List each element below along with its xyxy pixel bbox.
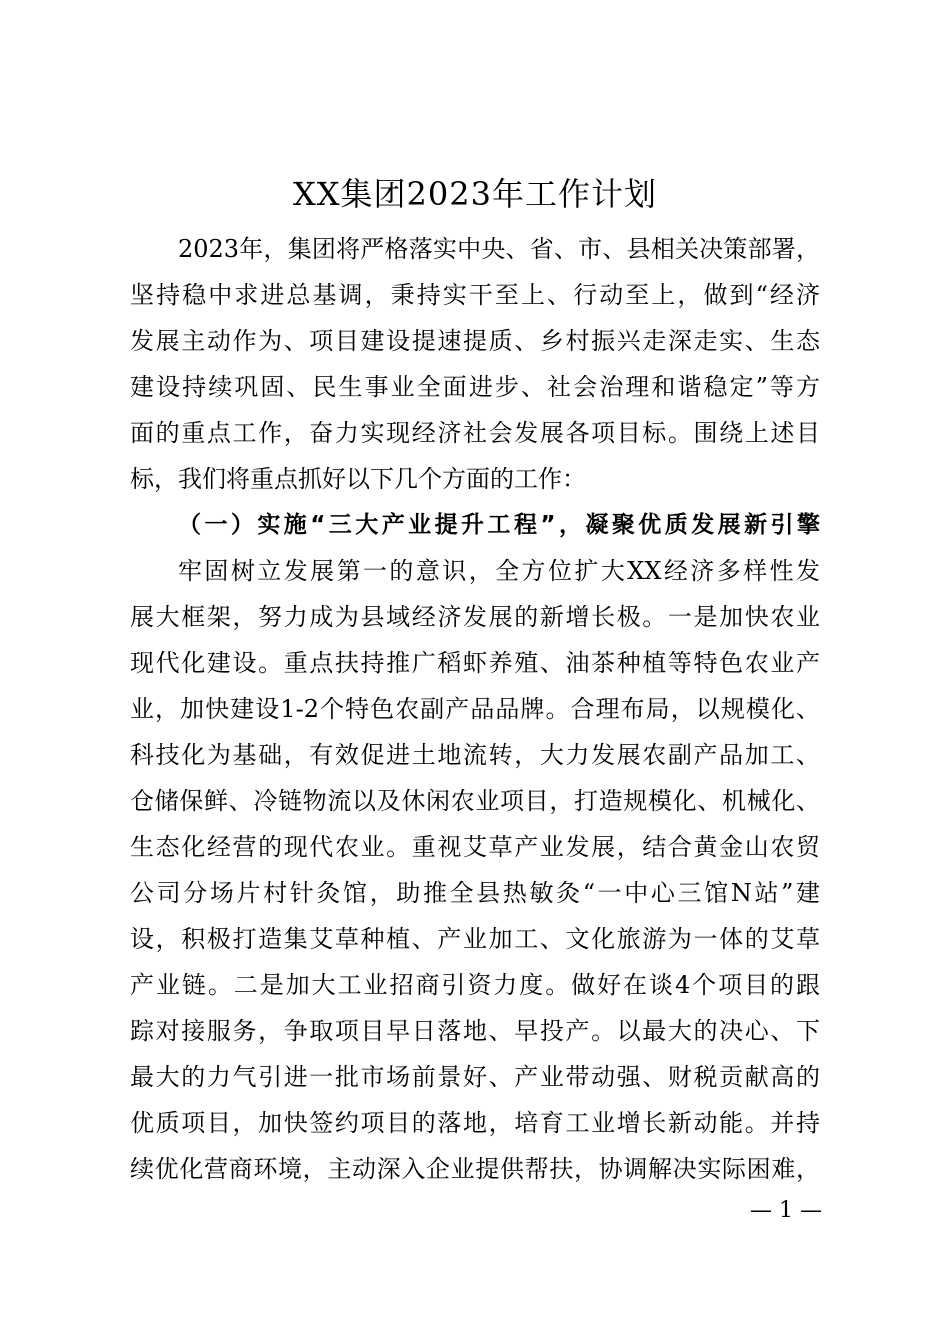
paragraph-line: 发展主动作为、项目建设提速提质、乡村振兴走深走实、生态: [130, 327, 820, 355]
paragraph-line: 面的重点工作，奋力实现经济社会发展各项目标。围绕上述目: [130, 419, 820, 447]
paragraph-line: 展大框架，努力成为县域经济发展的新增长极。一是加快农业: [130, 603, 820, 631]
paragraph-line: 2023年，集团将严格落实中央、省、市、县相关决策部署，: [178, 235, 820, 263]
paragraph-line: 标，我们将重点抓好以下几个方面的工作：: [130, 465, 586, 493]
paragraph-line: 科技化为基础，有效促进土地流转，大力发展农副产品加工、: [130, 741, 820, 769]
paragraph-line: 公司分场片村针灸馆，助推全县热敏灸“一中心三馆N站”建: [130, 879, 820, 907]
paragraph-line: 仓储保鲜、冷链物流以及休闲农业项目，打造规模化、机械化、: [130, 787, 820, 815]
paragraph-line: 最大的力气引进一批市场前景好、产业带动强、财税贡献高的: [130, 1063, 820, 1091]
paragraph-line: 踪对接服务，争取项目早日落地、早投产。以最大的决心、下: [130, 1017, 820, 1045]
paragraph-line: 坚持稳中求进总基调，秉持实干至上、行动至上，做到“经济: [130, 281, 820, 309]
paragraph-line: 产业链。二是加大工业招商引资力度。做好在谈4个项目的跟: [130, 971, 820, 999]
page-number: — 1 —: [750, 1198, 822, 1223]
paragraph-line: 业，加快建设1-2个特色农副产品品牌。合理布局，以规模化、: [130, 695, 820, 723]
document-title: XX集团2023年工作计划: [292, 175, 657, 213]
paragraph-line: 设，积极打造集艾草种植、产业加工、文化旅游为一体的艾草: [130, 925, 820, 953]
paragraph-line: 建设持续巩固、民生事业全面进步、社会治理和谐稳定”等方: [130, 373, 820, 401]
paragraph-line: 现代化建设。重点扶持推广稻虾养殖、油茶种植等特色农业产: [130, 649, 820, 677]
paragraph-line: 优质项目，加快签约项目的落地，培育工业增长新动能。并持: [130, 1109, 820, 1137]
paragraph-line: 续优化营商环境，主动深入企业提供帮扶，协调解决实际困难，: [130, 1155, 820, 1183]
paragraph-line: 牢固树立发展第一的意识，全方位扩大XX经济多样性发: [178, 557, 820, 585]
paragraph-line: 生态化经营的现代农业。重视艾草产业发展，结合黄金山农贸: [130, 833, 820, 861]
section-heading: （一）实施“三大产业提升工程”，凝聚优质发展新引擎: [178, 512, 820, 538]
